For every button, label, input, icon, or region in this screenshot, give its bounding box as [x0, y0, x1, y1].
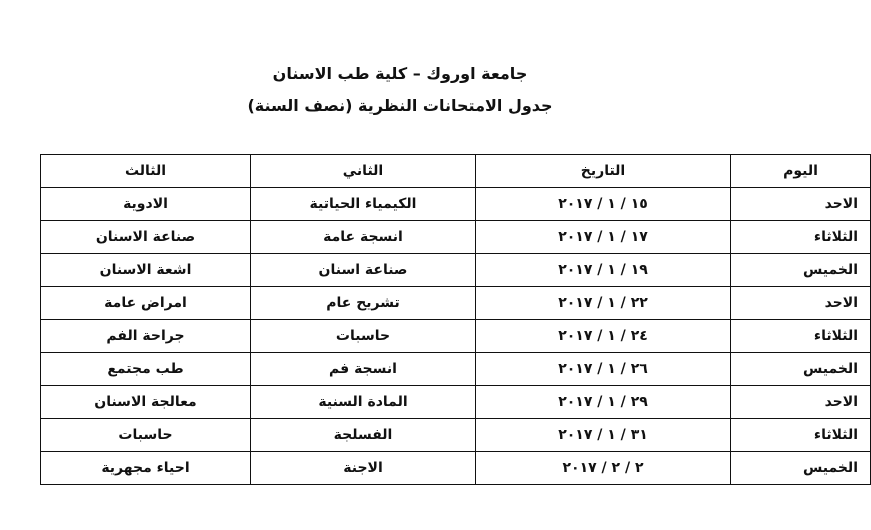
second-cell: تشريح عام: [251, 287, 476, 320]
date-cell: ٣١ / ١ / ٢٠١٧: [476, 419, 731, 452]
day-cell: الخميس: [731, 254, 871, 287]
column-header-third: الثالث: [41, 155, 251, 188]
day-cell: الثلاثاء: [731, 320, 871, 353]
third-cell: امراض عامة: [41, 287, 251, 320]
table-header-row: [41, 155, 871, 188]
date-cell: ٢٤ / ١ / ٢٠١٧: [476, 320, 731, 353]
table-row: [41, 188, 871, 221]
table-row: [41, 320, 871, 353]
date-cell: ١٥ / ١ / ٢٠١٧: [476, 188, 731, 221]
second-cell: انسجة عامة: [251, 221, 476, 254]
third-cell: جراحة الفم: [41, 320, 251, 353]
second-cell: الاجنة: [251, 452, 476, 485]
third-cell: اشعة الاسنان: [41, 254, 251, 287]
second-cell: صناعة اسنان: [251, 254, 476, 287]
exam-schedule-table: [40, 154, 871, 485]
day-cell: الثلاثاء: [731, 221, 871, 254]
second-cell: انسجة فم: [251, 353, 476, 386]
day-cell: الثلاثاء: [731, 419, 871, 452]
third-cell: صناعة الاسنان: [41, 221, 251, 254]
third-cell: الادوية: [41, 188, 251, 221]
third-cell: طب مجتمع: [41, 353, 251, 386]
table-row: [41, 221, 871, 254]
table-row: [41, 386, 871, 419]
third-cell: حاسبات: [41, 419, 251, 452]
page-subtitle: جدول الامتحانات النظرية (نصف السنة): [247, 96, 553, 115]
table-row: [41, 353, 871, 386]
page-title: جامعة اوروك – كلية طب الاسنان: [272, 64, 528, 83]
second-cell: الفسلجة: [251, 419, 476, 452]
day-cell: الاحد: [731, 188, 871, 221]
table-row: [41, 452, 871, 485]
date-cell: ١٧ / ١ / ٢٠١٧: [476, 221, 731, 254]
day-cell: الخميس: [731, 353, 871, 386]
date-cell: ٢ / ٢ / ٢٠١٧: [476, 452, 731, 485]
date-cell: ٢٩ / ١ / ٢٠١٧: [476, 386, 731, 419]
date-cell: ١٩ / ١ / ٢٠١٧: [476, 254, 731, 287]
column-header-date: التاريخ: [476, 155, 731, 188]
day-cell: الاحد: [731, 386, 871, 419]
day-cell: الاحد: [731, 287, 871, 320]
table-row: [41, 287, 871, 320]
second-cell: المادة السنية: [251, 386, 476, 419]
table-row: [41, 254, 871, 287]
column-header-day: اليوم: [731, 155, 871, 188]
date-cell: ٢٢ / ١ / ٢٠١٧: [476, 287, 731, 320]
column-header-second: الثاني: [251, 155, 476, 188]
date-cell: ٢٦ / ١ / ٢٠١٧: [476, 353, 731, 386]
third-cell: معالجة الاسنان: [41, 386, 251, 419]
day-cell: الخميس: [731, 452, 871, 485]
third-cell: احياء مجهرية: [41, 452, 251, 485]
second-cell: حاسبات: [251, 320, 476, 353]
table-row: [41, 419, 871, 452]
second-cell: الكيمياء الحياتية: [251, 188, 476, 221]
